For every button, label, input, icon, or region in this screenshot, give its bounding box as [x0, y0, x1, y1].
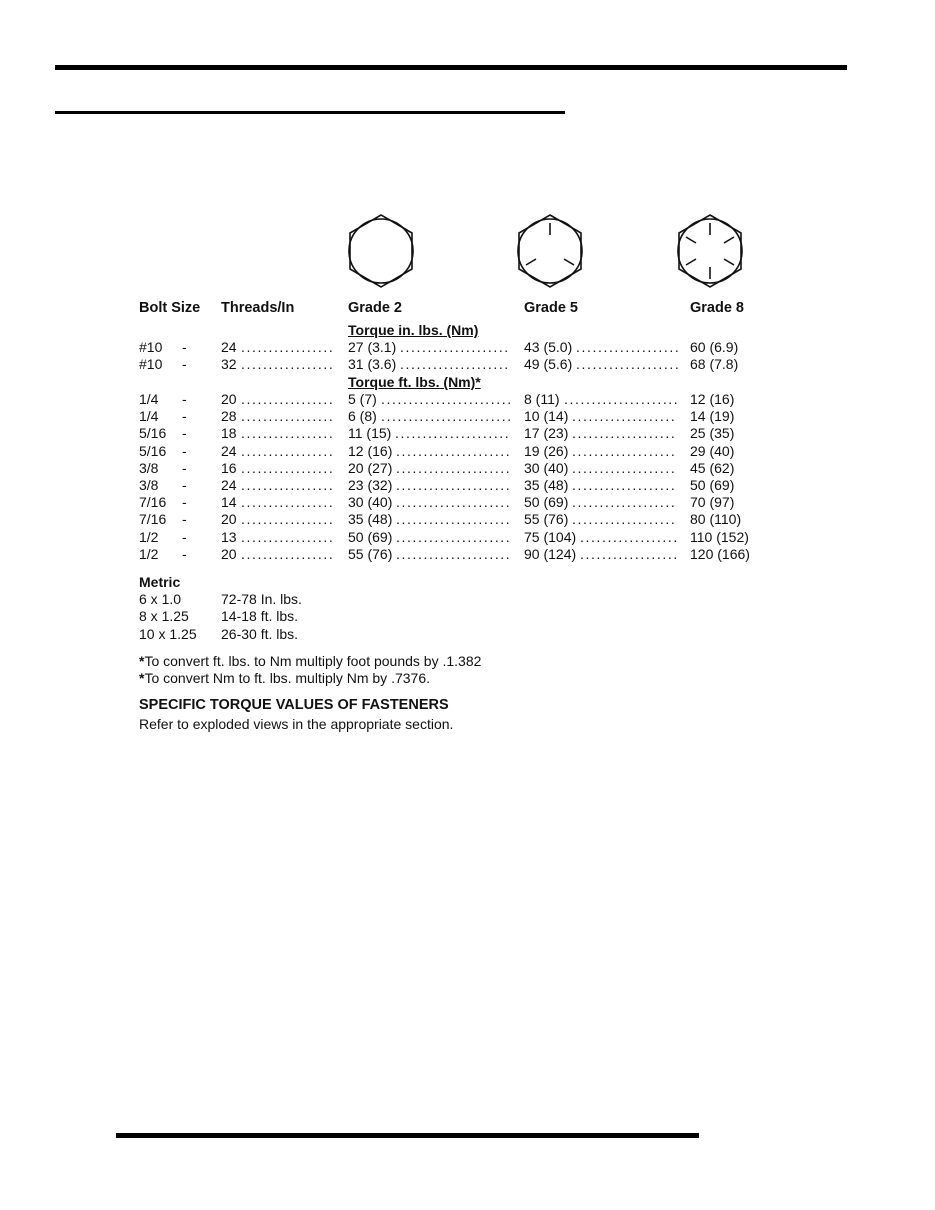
grade-8-cell: 14 (19) [690, 408, 735, 425]
leader-dots: .................. [580, 528, 679, 545]
note-text: To convert ft. lbs. to Nm multiply foot pounds by .1.382 [144, 653, 482, 669]
leader-dots: ................. [241, 477, 335, 493]
leader-dots: ................... [572, 425, 677, 442]
bolt-size-cell: 7/16 [139, 511, 167, 528]
grade-8-cell: 12 (16) [690, 391, 735, 407]
grade-2-cell: 30 (40) [348, 494, 393, 511]
conversion-note [139, 653, 481, 670]
threads-cell: 18 [221, 425, 237, 442]
grade-5-cell: 90 (124) [524, 545, 577, 562]
grade-5-cell: 8 (11) [524, 391, 560, 407]
leader-dots: ................. [241, 408, 335, 425]
threads-cell: 20 [221, 391, 237, 407]
grade-2-cell: 55 (76) [348, 545, 393, 562]
leader-dots: ................. [241, 545, 335, 562]
grade-5-cell: 55 (76) [524, 511, 569, 528]
leader-dots: ................. [241, 459, 335, 476]
leader-dots: ..................... [396, 442, 512, 459]
leader-dots: ................... [572, 408, 677, 425]
grade-8-cell: 110 (152) [690, 528, 749, 545]
dash-cell: - [182, 511, 187, 528]
leader-dots: ..................... [396, 545, 512, 562]
threads-cell: 24 [221, 442, 237, 459]
leader-dots: ..................... [396, 511, 512, 528]
dash-cell: - [182, 459, 187, 476]
section-ftlbs-heading: Torque ft. lbs. (Nm)* [348, 374, 481, 390]
grade-8-cell: 120 (166) [690, 545, 750, 562]
dash-cell: - [182, 356, 187, 373]
threads-cell: 20 [221, 511, 237, 528]
grade-8-cell: 60 (6.9) [690, 339, 739, 355]
grade-8-bolt-head-icon [673, 213, 747, 289]
metric-torque: 72-78 In. lbs. [221, 591, 302, 607]
threads-cell: 14 [221, 494, 237, 511]
threads-cell: 13 [221, 528, 237, 545]
metric-size: 8 x 1.25 [139, 608, 189, 624]
leader-dots: ................. [241, 528, 335, 545]
threads-cell: 24 [221, 477, 237, 493]
header-bolt-size: Bolt Size [139, 300, 201, 316]
grade-8-cell: 50 (69) [690, 477, 735, 493]
grade-5-cell: 35 (48) [524, 477, 569, 493]
dash-cell: - [182, 442, 187, 459]
leader-dots: ................. [241, 511, 335, 528]
threads-cell: 16 [221, 459, 237, 476]
grade-8-cell: 29 (40) [690, 442, 735, 459]
dash-cell: - [182, 408, 187, 425]
grade-8-cell: 68 (7.8) [690, 356, 739, 373]
torque-table-row [0, 356, 935, 373]
grade-2-cell: 6 (8) [348, 408, 377, 425]
grade-2-cell: 23 (32) [348, 477, 393, 493]
threads-cell: 24 [221, 339, 237, 355]
dash-cell: - [182, 545, 187, 562]
grade-5-cell: 10 (14) [524, 408, 569, 425]
specific-torque-text: Refer to exploded views in the appropriate section. [139, 716, 454, 732]
leader-dots: ................... [572, 511, 677, 528]
header-grade-5: Grade 5 [524, 300, 578, 316]
leader-dots: ................. [241, 494, 335, 511]
leader-dots: ................. [241, 425, 335, 442]
grade-5-cell: 50 (69) [524, 494, 569, 511]
grade-8-cell: 25 (35) [690, 425, 735, 442]
grade-2-cell: 5 (7) [348, 391, 377, 407]
torque-table-row [0, 546, 935, 563]
torque-table-row [0, 339, 935, 356]
conversion-note [139, 670, 430, 687]
leader-dots: ................... [576, 339, 681, 355]
dash-cell: - [182, 339, 187, 355]
grade-5-cell: 49 (5.6) [524, 356, 573, 373]
torque-table-row [0, 408, 935, 425]
header-threads: Threads/In [221, 300, 295, 316]
bolt-size-cell: 7/16 [139, 494, 167, 511]
grade-5-cell: 75 (104) [524, 528, 577, 545]
note-asterisk: * [139, 670, 145, 686]
grade-2-cell: 35 (48) [348, 511, 393, 528]
torque-table-row [0, 494, 935, 511]
grade-2-cell: 20 (27) [348, 459, 393, 476]
threads-cell: 32 [221, 356, 237, 373]
leader-dots: .................... [400, 339, 510, 355]
bolt-size-cell: 1/4 [139, 391, 159, 407]
leader-dots: .................... [400, 356, 510, 373]
leader-dots: ..................... [396, 459, 512, 476]
torque-table-row [0, 425, 935, 442]
grade-8-cell: 70 (97) [690, 494, 735, 511]
bolt-size-cell: 1/4 [139, 408, 159, 425]
note-asterisk: * [139, 653, 145, 669]
leader-dots: ..................... [396, 494, 512, 511]
leader-dots: ................. [241, 391, 335, 407]
grade-2-cell: 31 (3.6) [348, 356, 397, 373]
bolt-size-cell: #10 [139, 356, 163, 373]
grade-8-cell: 45 (62) [690, 459, 735, 476]
grade-5-cell: 19 (26) [524, 442, 569, 459]
grade-2-cell: 12 (16) [348, 442, 393, 459]
leader-dots: .................. [580, 545, 679, 562]
grade-2-cell: 11 (15) [348, 425, 392, 442]
leader-dots: ................. [241, 442, 335, 459]
bolt-size-cell: 5/16 [139, 425, 167, 442]
grade-5-cell: 17 (23) [524, 425, 569, 442]
leader-dots: ..................... [564, 391, 680, 407]
grade-2-cell: 50 (69) [348, 528, 393, 545]
bolt-size-cell: 5/16 [139, 442, 167, 459]
dash-cell: - [182, 391, 187, 407]
note-text: To convert Nm to ft. lbs. multiply Nm by .7376. [144, 670, 430, 686]
metric-torque: 14-18 ft. lbs. [221, 608, 299, 624]
torque-table-row [0, 460, 935, 477]
grade-5-cell: 30 (40) [524, 459, 569, 476]
bolt-size-cell: 3/8 [139, 477, 159, 493]
metric-torque: 26-30 ft. lbs. [221, 626, 299, 642]
leader-dots: ..................... [395, 425, 511, 442]
bolt-size-cell: 1/2 [139, 528, 159, 545]
specific-torque-heading: SPECIFIC TORQUE VALUES OF FASTENERS [139, 697, 449, 713]
bolt-size-cell: 3/8 [139, 459, 159, 476]
title-underline-rule [55, 111, 565, 114]
bolt-size-cell: 1/2 [139, 545, 159, 562]
dash-cell: - [182, 528, 187, 545]
bottom-rule [116, 1133, 699, 1138]
threads-cell: 20 [221, 545, 237, 562]
header-grade-2: Grade 2 [348, 300, 402, 316]
grade-5-bolt-head-icon [513, 213, 587, 289]
torque-table-row [0, 391, 935, 408]
grade-2-cell: 27 (3.1) [348, 339, 397, 355]
threads-cell: 28 [221, 408, 237, 425]
leader-dots: ..................... [396, 477, 512, 493]
torque-table-row [0, 443, 935, 460]
leader-dots: ................... [576, 356, 681, 373]
metric-size: 6 x 1.0 [139, 591, 182, 607]
dash-cell: - [182, 425, 187, 442]
bolt-size-cell: #10 [139, 339, 163, 355]
leader-dots: ........................ [381, 391, 513, 407]
grade-2-bolt-head-icon [344, 213, 418, 289]
leader-dots: ................... [572, 477, 677, 493]
leader-dots: ........................ [381, 408, 513, 425]
leader-dots: ................... [572, 442, 677, 459]
leader-dots: ................... [572, 494, 677, 511]
leader-dots: ..................... [396, 528, 512, 545]
top-rule [55, 65, 847, 70]
leader-dots: ................... [572, 459, 677, 476]
section-inlbs-heading: Torque in. lbs. (Nm) [348, 322, 479, 338]
dash-cell: - [182, 494, 187, 511]
leader-dots: ................. [241, 356, 335, 373]
metric-heading: Metric [139, 574, 181, 590]
dash-cell: - [182, 477, 187, 493]
torque-table-row [0, 529, 935, 546]
torque-table-row [0, 477, 935, 494]
leader-dots: ................. [241, 339, 335, 355]
torque-table-row [0, 511, 935, 528]
header-grade-8: Grade 8 [690, 300, 744, 316]
grade-5-cell: 43 (5.0) [524, 339, 573, 355]
grade-8-cell: 80 (110) [690, 511, 742, 528]
metric-size: 10 x 1.25 [139, 626, 197, 642]
